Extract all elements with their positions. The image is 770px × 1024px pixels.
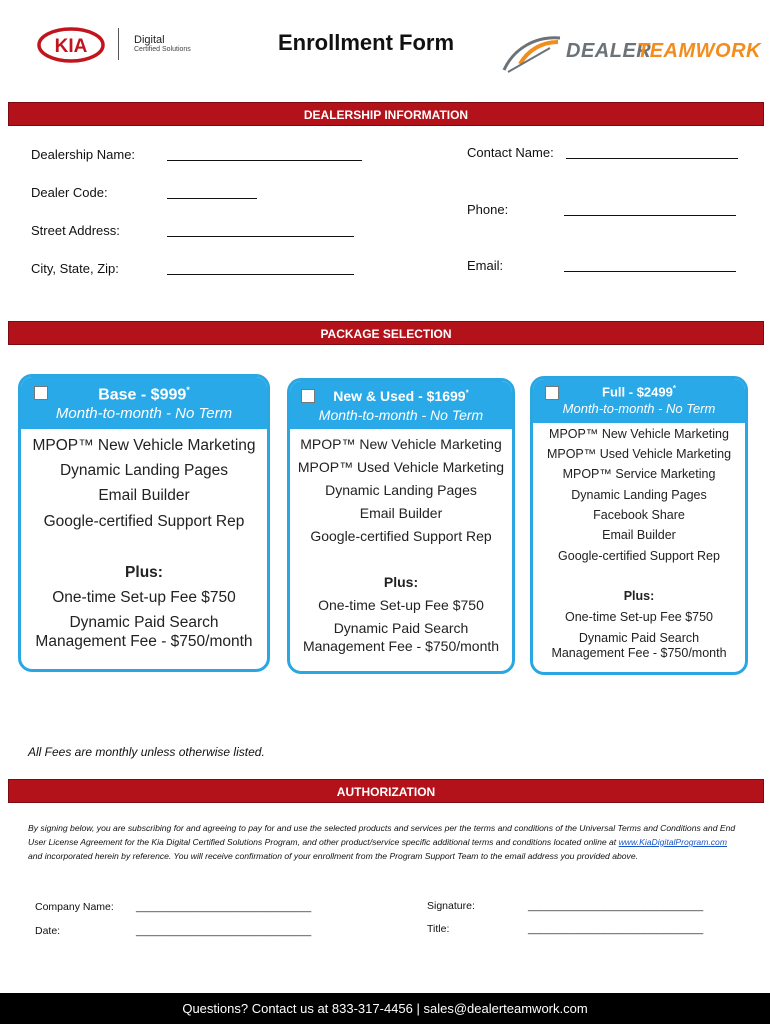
dealer-code-label: Dealer Code:: [31, 185, 108, 200]
title-label: Title:: [427, 923, 450, 935]
package-feature: Email Builder: [602, 528, 676, 542]
contact-name-field[interactable]: [566, 158, 738, 159]
package-extra: One-time Set-up Fee $750: [52, 589, 236, 606]
package-title: Base - $999*: [98, 385, 190, 404]
package-extra: Management Fee - $750/month: [551, 646, 727, 660]
package-feature: Google-certified Support Rep: [558, 549, 720, 563]
package-feature: MPOP™ Service Marketing: [562, 467, 716, 481]
svg-text:KIA: KIA: [54, 36, 88, 57]
phone-label: Phone:: [467, 202, 509, 217]
package-subtitle: Month-to-month - No Term: [55, 405, 233, 423]
package-card-header: [290, 381, 512, 429]
authorization-text: By signing below, you are subscribing for and agreeing to pay for and use the selected products and services per the terms and conditions of the Universal Terms and Conditions and End User License Agreement for the Kia Digital Certified Solutions Program, and other product/service specific additional terms and conditions located online at www.KiaDigitalProgram.com and incorporated herein by reference. You will receive confirmation of your enrollment from the Program Support Team to the email address you provided above.: [28, 823, 736, 861]
contact-name-label: Contact Name:: [467, 145, 554, 160]
package-card-base[interactable]: [18, 374, 270, 672]
package-feature: Email Builder: [98, 487, 190, 504]
package-feature: MPOP™ New Vehicle Marketing: [549, 427, 729, 441]
package-subtitle: Month-to-month - No Term: [318, 407, 484, 423]
street-address-label: Street Address:: [31, 223, 120, 238]
package-title: Full - $2499*: [602, 384, 676, 400]
city-state-zip-field[interactable]: [167, 274, 354, 275]
package-card-full[interactable]: [530, 376, 748, 675]
package-new-used-checkbox[interactable]: [301, 389, 315, 403]
street-address-field[interactable]: [167, 236, 354, 237]
package-feature: Google-certified Support Rep: [310, 528, 492, 544]
package-extra: One-time Set-up Fee $750: [565, 610, 713, 624]
package-feature: Dynamic Landing Pages: [571, 488, 707, 502]
contact-footer: Questions? Contact us at 833-317-4456 | sales@dealerteamwork.com: [0, 993, 770, 1024]
package-card-header: [533, 379, 745, 423]
package-feature: MPOP™ New Vehicle Marketing: [300, 436, 502, 452]
title-field[interactable]: ______________________________: [528, 923, 704, 935]
package-feature: MPOP™ Used Vehicle Marketing: [546, 447, 732, 461]
authorization-section-header: AUTHORIZATION: [8, 779, 764, 803]
dealer-code-field[interactable]: [167, 198, 257, 199]
date-field[interactable]: ______________________________: [136, 925, 312, 937]
package-extra: Dynamic Paid Search: [333, 620, 469, 636]
package-subtitle: Month-to-month - No Term: [562, 401, 716, 417]
package-plus-label: Plus:: [623, 589, 655, 603]
dealer-logo-text: DEALER: [566, 40, 652, 62]
package-plus-label: Plus:: [125, 564, 163, 581]
package-feature: MPOP™ New Vehicle Marketing: [32, 437, 256, 454]
package-base-checkbox[interactable]: [34, 386, 48, 400]
teamwork-logo-text: TEAMWORK: [637, 40, 761, 62]
package-extra: Dynamic Paid Search: [69, 614, 219, 631]
kia-certified-text: Certified Solutions: [134, 46, 191, 53]
package-extra: Management Fee - $750/month: [35, 633, 253, 650]
dealership-section-header: DEALERSHIP INFORMATION: [8, 102, 764, 126]
page-title: Enrollment Form: [278, 30, 455, 55]
package-feature: MPOP™ Used Vehicle Marketing: [297, 459, 505, 475]
package-feature: Facebook Share: [593, 508, 685, 522]
email-field[interactable]: [564, 271, 736, 272]
package-card-new-used[interactable]: [287, 378, 515, 674]
company-name-field[interactable]: ______________________________: [136, 901, 312, 913]
package-section-header: PACKAGE SELECTION: [8, 321, 764, 345]
city-state-zip-label: City, State, Zip:: [31, 261, 119, 276]
program-link[interactable]: www.KiaDigitalProgram.com: [618, 837, 727, 847]
dealership-name-field[interactable]: [167, 160, 362, 161]
signature-field[interactable]: ______________________________: [528, 900, 704, 912]
package-extra: Dynamic Paid Search: [578, 631, 700, 645]
package-feature: Dynamic Landing Pages: [325, 482, 477, 498]
package-feature: Dynamic Landing Pages: [59, 462, 229, 479]
package-full-checkbox[interactable]: [545, 386, 559, 400]
date-label: Date:: [35, 925, 61, 937]
dealership-name-label: Dealership Name:: [31, 147, 136, 162]
kia-logo: [37, 26, 105, 64]
package-feature: Email Builder: [359, 505, 443, 521]
package-extra: Management Fee - $750/month: [302, 638, 500, 654]
package-extra: One-time Set-up Fee $750: [318, 597, 484, 613]
company-name-label: Company Name:: [35, 901, 114, 913]
fees-note: All Fees are monthly unless otherwise listed.: [28, 745, 265, 759]
kia-digital-text: Digital: [134, 34, 165, 46]
logo-divider: [118, 28, 119, 60]
email-label: Email:: [467, 258, 504, 273]
signature-label: Signature:: [427, 900, 475, 912]
package-plus-label: Plus:: [383, 574, 419, 590]
package-card-header: [21, 377, 267, 429]
package-feature: Google-certified Support Rep: [43, 513, 245, 530]
phone-field[interactable]: [564, 215, 736, 216]
package-title: New & Used - $1699*: [333, 388, 469, 404]
